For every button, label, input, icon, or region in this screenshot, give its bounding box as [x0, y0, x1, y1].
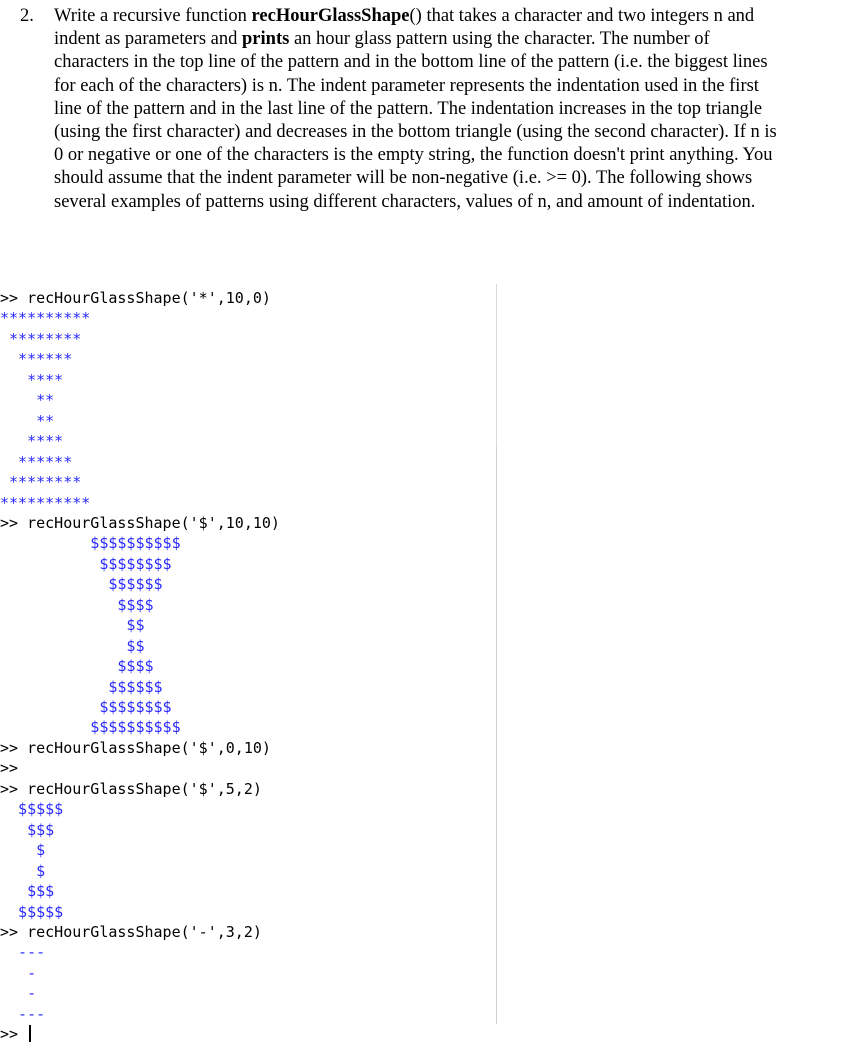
shell-output-line: $$	[0, 616, 145, 635]
function-name: recHourGlassShape	[251, 6, 410, 26]
shell-output-line: $$$$	[0, 657, 154, 676]
problem-text-part-1: that takes a character and two integers n and indent as parameters and	[54, 6, 755, 50]
shell-output-line: -	[0, 963, 37, 982]
shell-output-line: $$$$	[0, 595, 154, 614]
prints-keyword: prints	[242, 29, 290, 50]
shell-output-line: $$$$$	[0, 800, 64, 819]
shell-output-line: **	[0, 391, 55, 410]
shell-output-line: ******	[0, 350, 73, 369]
shell-output-line: $	[0, 861, 46, 880]
shell-output-line: $$$$$$	[0, 677, 163, 696]
shell-command-line: >>	[0, 759, 19, 778]
shell-output-line: $$$$$	[0, 902, 64, 921]
shell-output-line: $$$$$$$$$$	[0, 718, 181, 737]
shell-output-line: $$$	[0, 820, 55, 839]
shell-output-line: ---	[0, 943, 46, 962]
shell-output-line: $$$$$$	[0, 575, 163, 594]
shell-command-line: >>	[0, 1024, 31, 1044]
shell-output-line: $	[0, 841, 46, 860]
shell-command-line: >> recHourGlassShape('-',3,2)	[0, 922, 262, 941]
shell-output-line: $$$$$$$$	[0, 554, 172, 573]
shell-output-line: ********	[0, 473, 82, 492]
shell-output-line: ****	[0, 370, 64, 389]
shell-output-line: **********	[0, 309, 91, 328]
shell-output-line: ---	[0, 1004, 46, 1023]
shell-output-line: ****	[0, 432, 64, 451]
problem-text	[54, 5, 780, 214]
shell-output-line: $$$$$$$$$$	[0, 534, 181, 553]
text-cursor	[29, 1025, 31, 1042]
shell-output-line: $$	[0, 636, 145, 655]
shell-command-line: >> recHourGlassShape('*',10,0)	[0, 289, 271, 307]
shell-command-line: >> recHourGlassShape('$',10,10)	[0, 513, 280, 532]
python-shell-output[interactable]	[0, 284, 497, 1044]
function-parens: ()	[409, 6, 422, 26]
shell-output-line: ******	[0, 452, 73, 471]
problem-statement	[20, 5, 780, 214]
shell-output-line: **	[0, 411, 55, 430]
shell-output-line: $$$$$$$$	[0, 698, 172, 716]
shell-output-line: $$$	[0, 882, 55, 901]
problem-number: 2.	[20, 6, 34, 26]
shell-divider	[496, 446, 497, 1024]
shell-command-line: >> recHourGlassShape('$',5,2)	[0, 779, 262, 798]
shell-output-line: ********	[0, 329, 82, 348]
problem-intro: Write a recursive function	[54, 6, 252, 26]
shell-output-line: -	[0, 984, 37, 1003]
shell-command-line: >> recHourGlassShape('$',0,10)	[0, 738, 271, 757]
shell-output-line: **********	[0, 493, 91, 512]
problem-text-part-2: an hour glass pattern using the character. The number of characters in the top line of the pattern and in the bottom line of the pattern (i.e. the biggest lines for each of the characters) is n. The indent parameter represents the indentation used in the first line of the pattern and in the last line of the pattern. The indentation increases in the top triangle (using the first character) and decreases in the bottom triangle (using the second character). If n is 0 or negative or one of the characters is the empty string, the function doesn't print anything. You should assume that the indent parameter will be non-negative (i.e. >= 0). The following shows several examples of patterns using different characters, values of n, and amount of indentation.	[54, 29, 777, 212]
